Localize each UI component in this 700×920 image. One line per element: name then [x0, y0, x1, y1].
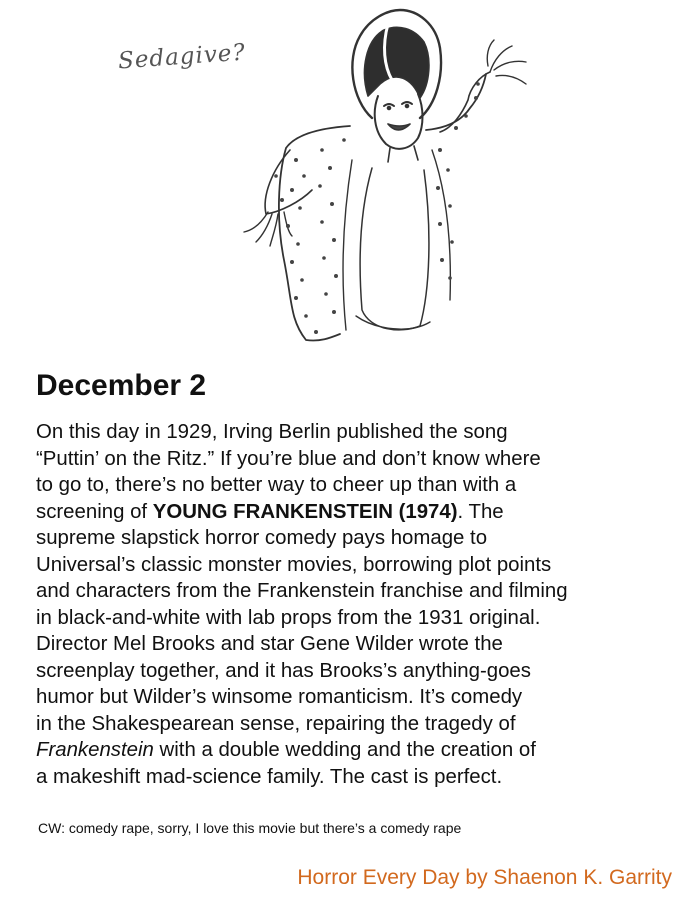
eye-right: [402, 102, 412, 104]
body-line-text: with a double wedding and the creation of: [153, 739, 536, 761]
body-line-text: . The: [457, 500, 504, 523]
body-line: [36, 711, 686, 738]
body-line-text: Director Mel Brooks and star Gene Wilder wrote the: [36, 633, 503, 655]
coat-sequins: [274, 82, 480, 334]
body-line: [36, 684, 686, 711]
face: [375, 94, 423, 149]
body-line-text: in the Shakespearean sense, repairing the tragedy of: [36, 712, 516, 735]
content-warning: CW: comedy rape, sorry, I love this movie but there’s a comedy rape: [38, 820, 462, 836]
body-line: [36, 764, 686, 791]
coat-inner-left: [343, 160, 352, 330]
sketch-caption-note: Sedagive?: [117, 39, 247, 75]
body-line: [36, 631, 686, 658]
body-line-text: On this day in 1929, Irving Berlin published the song: [36, 421, 508, 443]
body-line-text: screenplay together, and it has Brooks’s anything-goes: [36, 659, 531, 682]
body-line: [36, 419, 686, 446]
body-line: [36, 446, 686, 473]
body-line-text: humor but Wilder’s winsome romanticism. It’s comedy: [36, 686, 523, 708]
body-line: [36, 472, 686, 499]
book-title: Frankenstein: [36, 739, 154, 761]
body-line: [36, 499, 686, 526]
body-line: [36, 737, 686, 764]
body-line: [36, 525, 686, 552]
movie-title: YOUNG FRANKENSTEIN (1974): [152, 500, 458, 523]
smile: [388, 124, 410, 130]
author-byline: Horror Every Day by Shaenon K. Garrity: [297, 866, 672, 889]
body-line: [36, 578, 686, 605]
body-line-text: supreme slapstick horror comedy pays homage to: [36, 527, 488, 549]
hand-right: [487, 40, 526, 84]
dress: [360, 168, 429, 330]
body-line-text: screening of: [36, 500, 153, 523]
body-line: [36, 658, 686, 685]
body-line-text: to go to, there’s no better way to cheer up than with a: [36, 474, 517, 496]
bride-of-frankenstein-sketch: [0, 0, 700, 360]
body-line: [36, 552, 686, 579]
arm-left: [265, 150, 312, 214]
body-line-text: in black-and-white with lab props from the 1931 original.: [36, 606, 541, 629]
body-line: [36, 605, 686, 632]
pupil-right: [405, 104, 409, 108]
entry-date-heading: December 2: [36, 369, 207, 402]
eye-left: [384, 104, 394, 106]
hair-dark: [365, 27, 429, 98]
pupil-left: [387, 106, 391, 110]
body-line-text: “Puttin’ on the Ritz.” If you’re blue and don’t know where: [36, 447, 541, 470]
arm-right: [440, 72, 490, 132]
hand-left: [244, 212, 292, 246]
entry-body-text: [36, 419, 686, 790]
body-line-text: Universal’s classic monster movies, borrowing plot points: [36, 553, 552, 576]
body-line-text: a makeshift mad-science family. The cast is perfect.: [36, 765, 503, 788]
body-line-text: and characters from the Frankenstein franchise and filming: [36, 580, 568, 602]
